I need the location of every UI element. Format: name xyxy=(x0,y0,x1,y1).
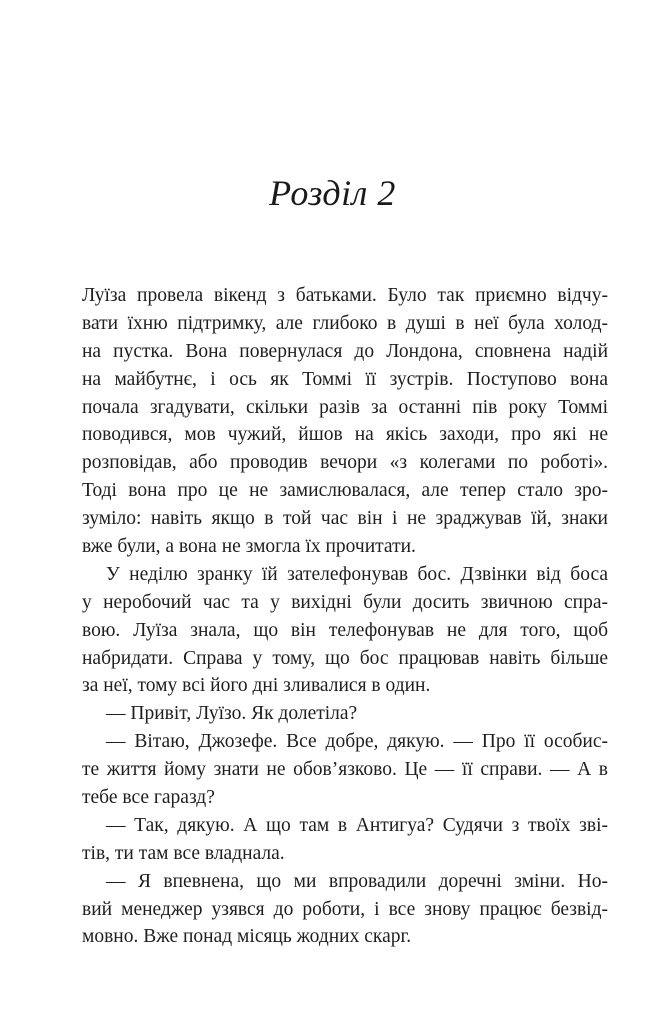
text-line: Луїза провела вікенд з батьками. Було так приємно відчу- xyxy=(82,285,608,306)
text-line: вою. Луїза знала, що він телефонував не для того, щоб xyxy=(82,619,608,641)
text-line: вати їхню підтримку, але глибоко в душі в неї була холод- xyxy=(82,312,608,334)
text-line: тів, ти там все владнала. xyxy=(82,842,285,864)
text-line: вий менеджер узявся до роботи, і все знову працює безвід- xyxy=(82,898,608,920)
text-line: поводився, мов чужий, йшов на якісь заходи, про які не xyxy=(82,424,608,446)
text-line: почала згадувати, скільки разів за останні пів року Томмі xyxy=(82,396,608,418)
text-line: — Я впевнена, що ми впровадили доречні зміни. Но- xyxy=(106,870,608,892)
text-line: те життя йому знати не обов’язково. Це — її справи. — А в xyxy=(82,759,608,781)
text-line: У неділю зранку їй зателефонував бос. Дзвінки від боса xyxy=(106,563,608,585)
text-line: — Вітаю, Джозефе. Все добре, дякую. — Про її особис- xyxy=(106,731,608,753)
text-line: набридати. Справа у тому, що бос працював навіть більше xyxy=(82,647,608,669)
text-line: — Так, дякую. А що там в Антигуа? Судячи з твоїх зві- xyxy=(106,814,608,836)
text-line: за неї, тому всі його дні зливалися в один. xyxy=(82,675,431,697)
text-line: на майбутнє, і ось як Томмі її зустрів. Поступово вона xyxy=(82,368,608,390)
text-line: зуміло: навіть якщо в той час він і не зраджував їй, знаки xyxy=(82,508,608,530)
text-line: у неробочий час та у вихідні були досить звичною спра- xyxy=(82,591,608,613)
text-line: тебе все гаразд? xyxy=(82,787,215,809)
text-line: розповідав, або проводив вечори «з колегами по роботі». xyxy=(82,452,608,474)
text-line: Тоді вона про це не замислювалася, але тепер стало зро- xyxy=(82,480,608,502)
chapter-title: Розділ 2 xyxy=(269,173,396,213)
text-line: — Привіт, Луїзо. Як долетіла? xyxy=(106,703,358,725)
body-text xyxy=(82,282,608,951)
text-line: мовно. Вже понад місяць жодних скарг. xyxy=(82,926,412,948)
text-line: на пустка. Вона повернулася до Лондона, сповнена надій xyxy=(82,340,608,362)
text-line: вже були, а вона не змогла їх прочитати. xyxy=(82,536,416,558)
